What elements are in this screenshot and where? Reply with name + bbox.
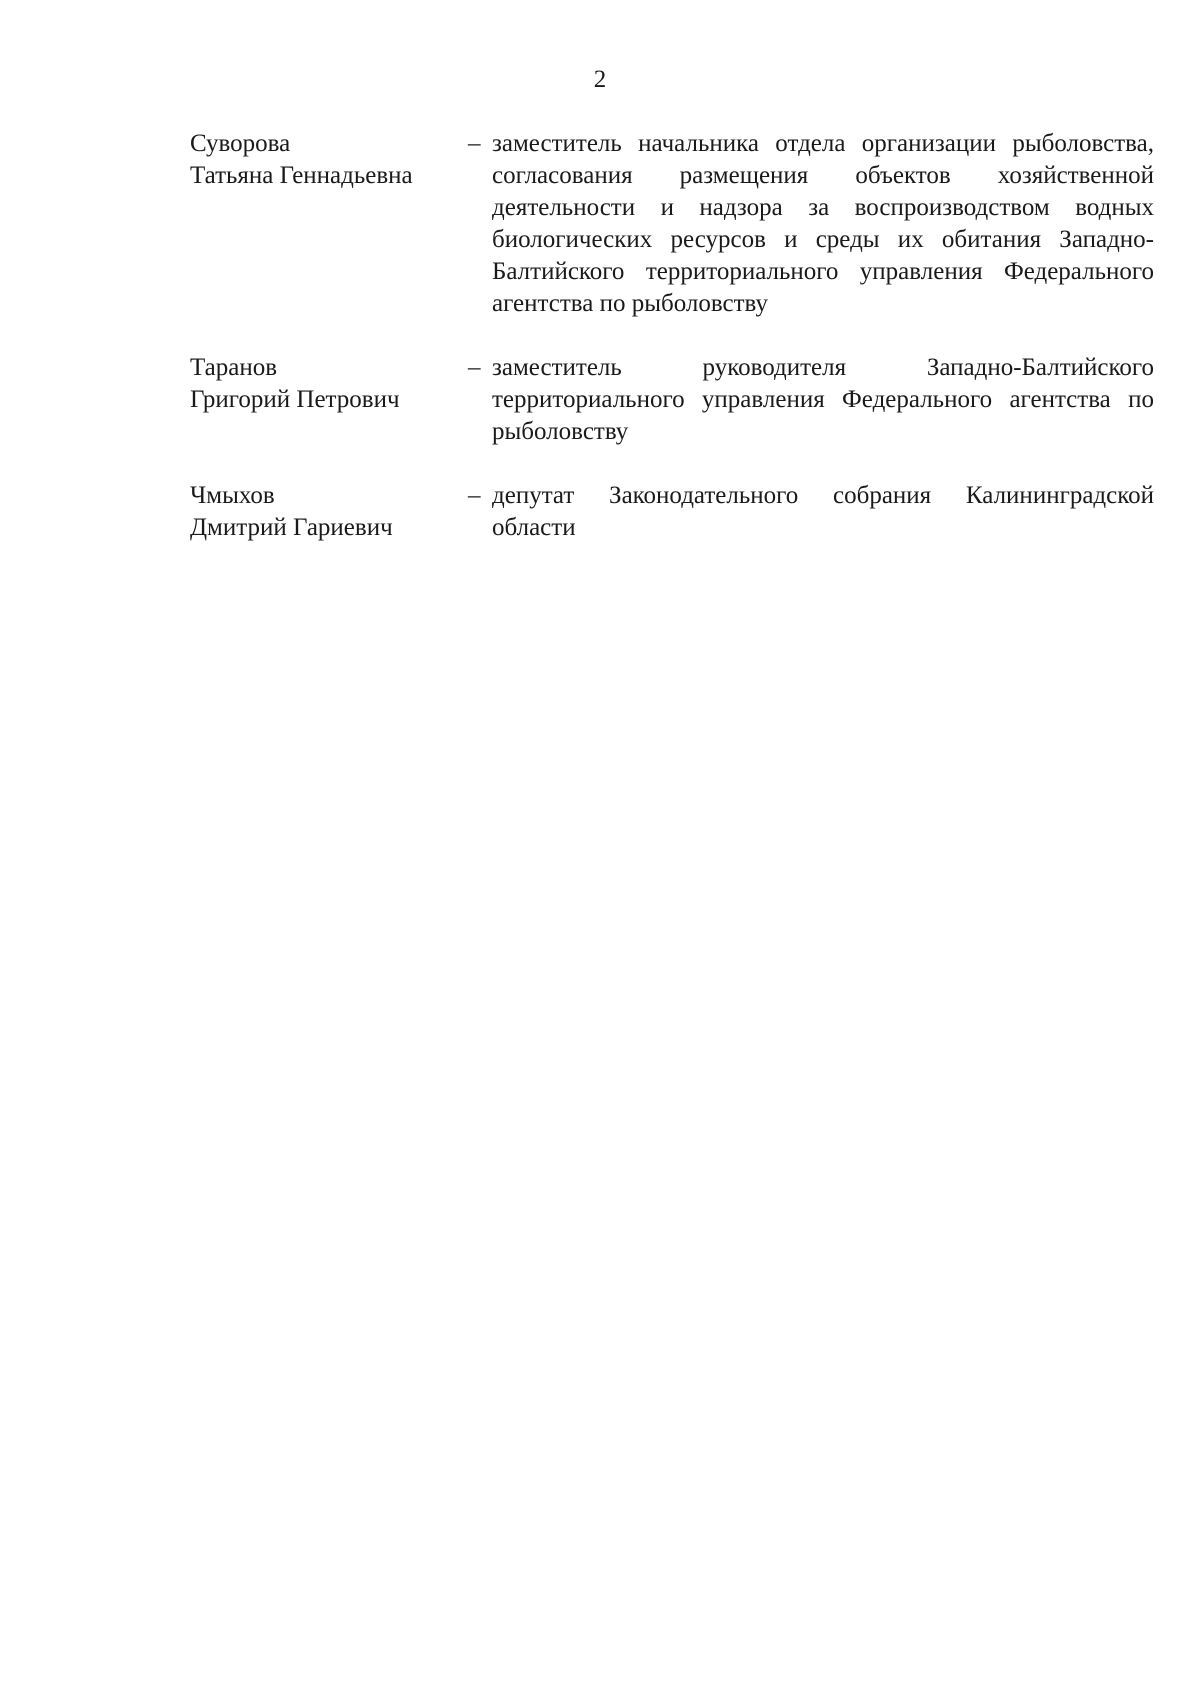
member-name (190, 480, 468, 544)
member-surname: Чмыхов (190, 482, 275, 509)
member-given-names: Дмитрий Гариевич (190, 514, 393, 541)
member-description: депутат Законодательного собрания Калининградской области (492, 482, 1154, 541)
member-list (190, 128, 1154, 576)
member-name (190, 352, 468, 448)
member-given-names: Татьяна Геннадьевна (190, 162, 413, 189)
member-description: заместитель руководителя Западно-Балтийского территориального управления Федерального агентства по рыболовству (492, 354, 1154, 445)
member-name (190, 128, 468, 320)
member-entry (190, 480, 1154, 544)
member-description: заместитель начальника отдела организации рыболовства, согласования размещения объектов хозяйственной деятельности и надзора за воспроизводством водных биологических ресурсов и среды их обитания Западно-Балтийского территориального управления Федерального агентства по рыболовству (492, 130, 1154, 317)
member-dash: – (468, 354, 481, 381)
member-entry (190, 352, 1154, 448)
member-given-names: Григорий Петрович (190, 386, 400, 413)
page-number: 2 (593, 66, 607, 93)
member-entry (190, 128, 1154, 320)
member-surname: Суворова (190, 130, 291, 157)
member-dash: – (468, 482, 481, 509)
member-dash: – (468, 130, 481, 157)
member-surname: Таранов (190, 354, 278, 381)
